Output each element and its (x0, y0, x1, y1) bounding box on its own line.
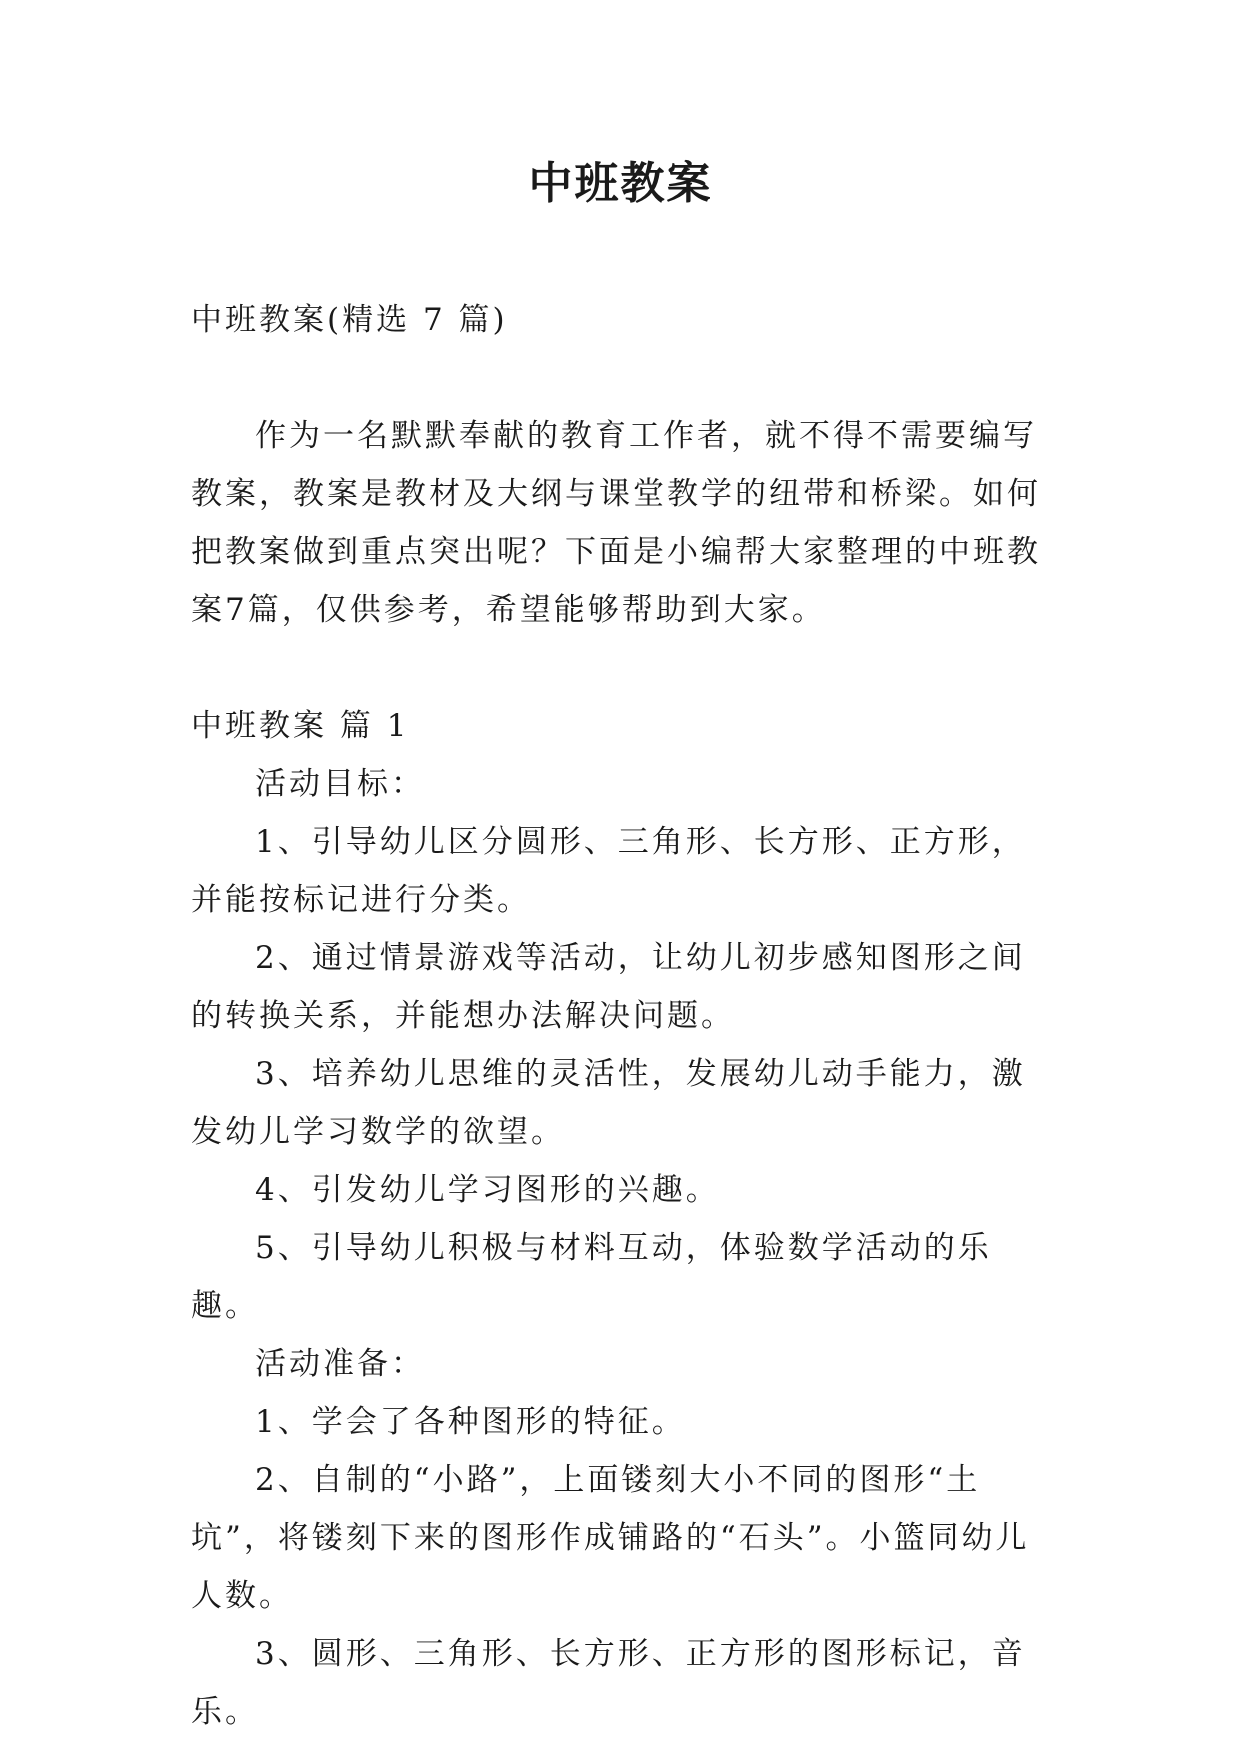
body-paragraph: 4、引发幼儿学习图形的兴趣。 (255, 1172, 720, 1208)
body-paragraph: 5、引导幼儿积极与材料互动，体验数学活动的乐趣。 (191, 1230, 992, 1324)
document-title: 中班教案 (528, 158, 713, 209)
body-paragraph: 2、通过情景游戏等活动，让幼儿初步感知图形之间的转换关系，并能想办法解决问题。 (191, 940, 1026, 1034)
body-paragraph: 活动准备： (255, 1346, 425, 1382)
document-subtitle: 中班教案(精选 7 篇) (191, 302, 508, 338)
body-paragraph: 1、学会了各种图形的特征。 (255, 1404, 686, 1440)
document-body (191, 291, 1051, 1741)
section-heading: 中班教案 篇 1 (191, 708, 410, 744)
body-paragraph: 活动目标： (255, 766, 425, 802)
body-paragraph: 3、培养幼儿思维的灵活性，发展幼儿动手能力，激发幼儿学习数学的欲望。 (191, 1056, 1026, 1150)
body-paragraph: 3、圆形、三角形、长方形、正方形的图形标记，音乐。 (191, 1636, 1026, 1730)
intro-paragraph: 作为一名默默奉献的教育工作者，就不得不需要编写教案，教案是教材及大纲与课堂教学的纽带和桥梁。如何把教案做到重点突出呢？下面是小编帮大家整理的中班教案7篇，仅供参考，希望能够帮助到大家。 (191, 418, 1041, 628)
body-paragraph: 2、自制的“小路”，上面镂刻大小不同的图形“土坑”，将镂刻下来的图形作成铺路的“石头”。小篮同幼儿人数。 (191, 1462, 1030, 1614)
body-paragraph: 1、引导幼儿区分圆形、三角形、长方形、正方形，并能按标记进行分类。 (191, 824, 1026, 918)
